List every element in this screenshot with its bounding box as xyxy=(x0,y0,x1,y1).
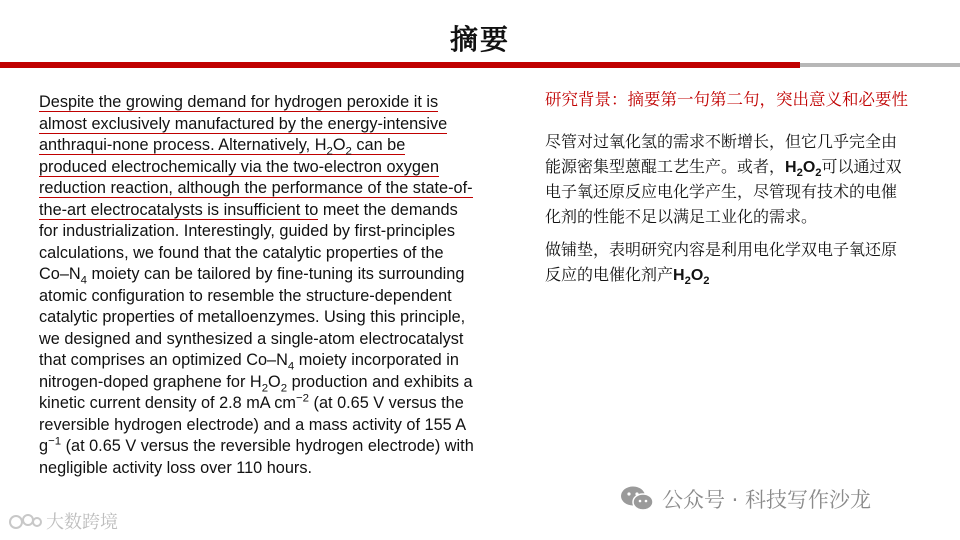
watermark-right xyxy=(620,484,871,514)
notes-heading: 研究背景：摘要第一句第二句，突出意义和必要性 xyxy=(545,90,908,109)
divider-gray-segment xyxy=(800,63,960,67)
abstract-line: kinetic current density of 2.8 mA $cm^{-2}$ (at 0.65 V versus the xyxy=(39,392,464,412)
abstract-line: nitrogen-doped graphene for $H_2O_2$ production and exhibits a xyxy=(39,372,473,394)
watermark-left xyxy=(8,508,118,534)
abstract-line: for industrialization. Interestingly, guided by first-principles xyxy=(39,222,455,240)
wechat-icon xyxy=(620,485,654,513)
abstract-line: negligible activity loss over 110 hours. xyxy=(39,458,313,477)
abstract-line: almost exclusively manufactured by the energy-intensive xyxy=(39,114,448,133)
page-title: 摘要 xyxy=(449,23,510,56)
abstract-english xyxy=(39,92,529,479)
abstract-line: produced electrochemically via the two-electron oxygen xyxy=(39,157,440,176)
abstract-line: we designed and synthesized a single-atom electrocatalyst xyxy=(39,329,464,348)
abstract-line: $g^{-1}$ (at 0.65 V versus the reversible hydrogen electrode) with xyxy=(39,435,474,455)
divider-red-segment xyxy=(0,62,800,68)
abstract-line: anthraqui-none process. Alternatively, $H_2O_2$ can be xyxy=(39,136,406,158)
abstract-line: reversible hydrogen electrode) and a mass activity of 155 A xyxy=(39,415,467,434)
abstract-line: that comprises an optimized $Co-N_4$ moiety incorporated in xyxy=(39,351,459,373)
abstract-line: the-art electrocatalysts is insufficient to meet the demands xyxy=(39,200,458,219)
abstract-line: atomic configuration to resemble the structure-dependent xyxy=(39,286,452,305)
abstract-line: catalytic properties of metalloenzymes. Using this principle, xyxy=(39,308,466,326)
abstract-line: calculations, we found that the catalytic properties of the xyxy=(39,243,444,262)
notes-paragraph-1: 尽管对过氧化氢的需求不断增长，但它几乎完全由 能源密集型蒽醌工艺生产。或者，$H_2O_2$可以通过双 电子氧还原反应电化学产生，尽管现有技术的电催 化剂的性能不足以满足工业化的需求。 xyxy=(545,132,902,226)
brand-logo-icon xyxy=(8,511,42,531)
watermark-left-text: 大数跨境 xyxy=(46,512,118,533)
abstract-line: $Co-N_4$ moiety can be tailored by fine-tuning its surrounding xyxy=(39,265,465,287)
title-divider xyxy=(0,62,960,68)
abstract-line: Despite the growing demand for hydrogen peroxide it is xyxy=(39,93,439,111)
notes-paragraph-2: 做铺垫，表明研究内容是利用电化学双电子氧还原 反应的电催化剂产$H_2O_2$ xyxy=(545,240,898,287)
abstract-line: reduction reaction, although the performance of the state-of- xyxy=(39,179,473,197)
watermark-right-text: 公众号 · 科技写作沙龙 xyxy=(662,488,872,512)
